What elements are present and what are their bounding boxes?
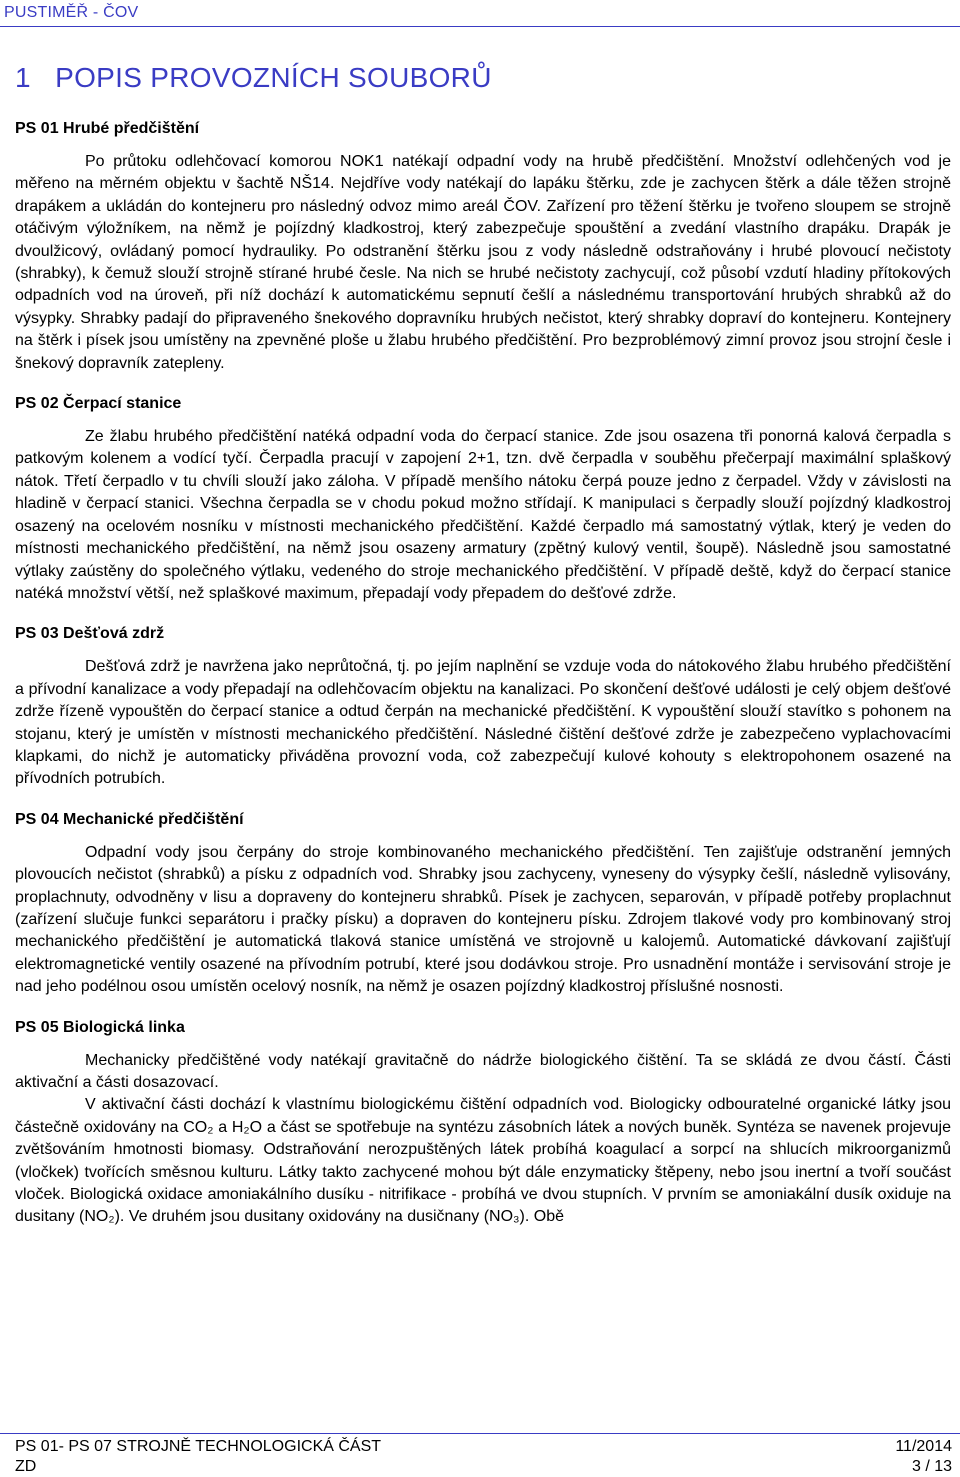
chapter-heading <box>15 62 492 94</box>
section-ps01 <box>15 118 951 375</box>
footer-page-number: 3 / 13 <box>911 1458 952 1475</box>
header-divider <box>0 26 960 27</box>
chapter-number: 1 <box>15 62 31 93</box>
footer-date: 11/2014 <box>895 1438 952 1455</box>
section-ps05 <box>15 1017 951 1229</box>
footer-divider <box>0 1433 960 1434</box>
section-heading: PS 04 Mechanické předčištění <box>15 810 244 828</box>
footer-document-part: PS 01- PS 07 STROJNĚ TECHNOLOGICKÁ ČÁST <box>15 1438 382 1455</box>
section-heading: PS 05 Biologická linka <box>15 1018 185 1036</box>
section-ps03 <box>15 623 951 790</box>
section-paragraph: Mechanicky předčištěné vody natékají gravitačně do nádrže biologického čištění. Ta se skládá ze dvou částí. Části aktivační a části dosazovací. <box>15 1051 951 1091</box>
section-ps02 <box>15 393 951 605</box>
section-paragraph: Ze žlabu hrubého předčištění natéká odpadní voda do čerpací stanice. Zde jsou osazena tři ponorná kalová čerpadla s patkovým kolenem a vodící tyčí. Čerpadla pracují v zapojení 2+1, tzn. dvě čerpadla v souběhu přečerpají maximální splaškový nátok. Třetí čerpadlo v tu chvíli slouží jako záloha. V případě menšího nátoku čerpá pouze jedno z čerpadel. Vždy v závislosti na hladině v čerpací stanici. Všechna čerpadla se v chodu pokud možno střídají. K manipulaci s čerpadly slouží pojízdný kladkostroj osazený na ocelovém nosníku v místnosti mechanického předčištění. Každé čerpadlo má samostatný výtlak, který je veden do místnosti mechanického předčištění, na němž jsou osazeny armatury (zpětný kulový ventil, šoupě). Následně jsou samostatné výtlaky zaústěny do společného výtlaku, vedeného do stroje mechanického předčištění. V případě deště, když do čerpací stanice natéká množství větší, než splaškové maximum, přepadají vody přepadem do dešťové zdrže. <box>15 428 951 602</box>
section-paragraph: Odpadní vody jsou čerpány do stroje kombinovaného mechanického předčištění. Ten zajišťuje odstranění jemných plovoucích nečistot (shrabků) a písku z odpadních vod. Shrabky jsou zachyceny, vyneseny do výsypky češlí, následně vylisovány, proplachnuty, odvodněny v lisu a dopraveny do kontejneru shrabků. Písek je zachycen, separován, v případě potřeby proplachnut (zařízení slučuje funkci separátoru i pračky písku) a dopraven do kontejneru písku. Zdrojem tlakové vody pro kombinovaný stroj mechanického předčištění je automatická tlaková stanice umístěná ve strojovně u kalojemů. Automatické dávkovaní zajišťují elektromagnetické ventily osazené na přívodním potrubí, které jsou dodávkou stroje. Pro usnadnění montáže i servisování stroje je nad jeho podélnou osou umístěn ocelový nosník, na němž je osazen pojízdný kladkostroj příslušné nosnosti. <box>15 843 951 996</box>
section-paragraph: V aktivační části dochází k vlastnímu biologickému čištění odpadních vod. Biologicky odbouratelné organické látky jsou částečně oxidovány na CO₂ a H₂O a část se spotřebuje na syntézu zásobních látek a nových buněk. Syntéza se navenek projevuje zvětšováním hmotnosti biomasy. Odstraňování nerozpuštěných látek probíhá koagulací a sorpcí na shlucích mikroorganizmů (vločkek) tvořících směsnou kulturu. Látky takto zachycené mohou být dále enzymaticky štěpeny, nebo jsou inertní a tvoří součást vloček. Biologická oxidace amoniakálního dusíku - nitrifikace - probíhá ve dvou stupních. V prvním se amoniakální dusík oxiduje na dusitany (NO₂). Ve druhém jsou dusitany oxidovány na dusičnany (NO₃). Obě <box>15 1096 951 1226</box>
section-heading: PS 01 Hrubé předčištění <box>15 120 200 137</box>
section-ps04 <box>15 809 951 999</box>
section-heading: PS 03 Dešťová zdrž <box>15 625 165 643</box>
chapter-title: POPIS PROVOZNÍCH SOUBORŮ <box>55 62 492 93</box>
running-header-title: PUSTIMĚŘ - ČOV <box>4 4 139 21</box>
section-paragraph: Po průtoku odlehčovací komorou NOK1 natékají odpadní vody na hrubě předčištění. Množství odlehčených vod je měřeno na měrném objektu v šachtě NŠ14. Nejdříve vody natékají do lapáku štěrku, zde je zachycen štěrk a dále těžen strojně drapákem a ukládán do kontejneru pro následný odvoz mimo areál ČOV. Zařízení pro těžení štěrku je tvořeno sloupem se strojně otáčivým výložníkem, na němž je pojízdný kladkostroj, který zabezpečuje spouštění a zvedání vlastního drapáku. Drapák je dvoulžicový, ovládaný pomocí hydrauliky. Po odstranění štěrku jsou z vody následně odstraňovány i hrubé plovoucí nečistoty (shrabky), k čemuž slouží strojně stírané hrubé česle. Na nich se hrubé nečistoty zachycují, což působí vzdutí hladiny přítokových odpadních vod na úroveň, při níž dochází k automatickému sepnutí češlí a následnému transportování hrubých shrabků až do výsypky. Shrabky padají do připraveného šnekového dopravníku hrubých nečistot, který shrabky dopraví do kontejneru. Kontejnery na štěrk i písek jsou umístěny na zpevněné ploše u žlabu hrubého předčištění. Pro bezproblémový zimní provoz jsou strojní česle i šnekový dopravník zatepleny. <box>15 153 951 372</box>
document-body <box>15 118 951 1247</box>
section-heading: PS 02 Čerpací stanice <box>15 395 182 413</box>
section-paragraph: Dešťová zdrž je navržena jako neprůtočná, tj. po jejím naplnění se vzduje voda do nátokového žlabu hrubého předčištění a přívodní kanalizace a vody přepadají na odlehčovacím objektu na kanalizaci. Po skončení dešťové události je celý objem dešťové zdrže řízeně vypouštěn do čerpací stanice a odtud čerpán na mechanické předčištění. K vypouštění slouží stavítko s pohonem na stojanu, který je umístěn v místnosti mechanického předčištění. Následné čištění dešťové zdrže je zabezpečeno vyplachovacími klapkami, do nichž je automaticky přiváděna provozní voda, což zabezpečují kulové kohouty s elektropohonem osazené na přívodních potrubích. <box>15 658 951 788</box>
footer-document-stage: ZD <box>15 1458 37 1475</box>
